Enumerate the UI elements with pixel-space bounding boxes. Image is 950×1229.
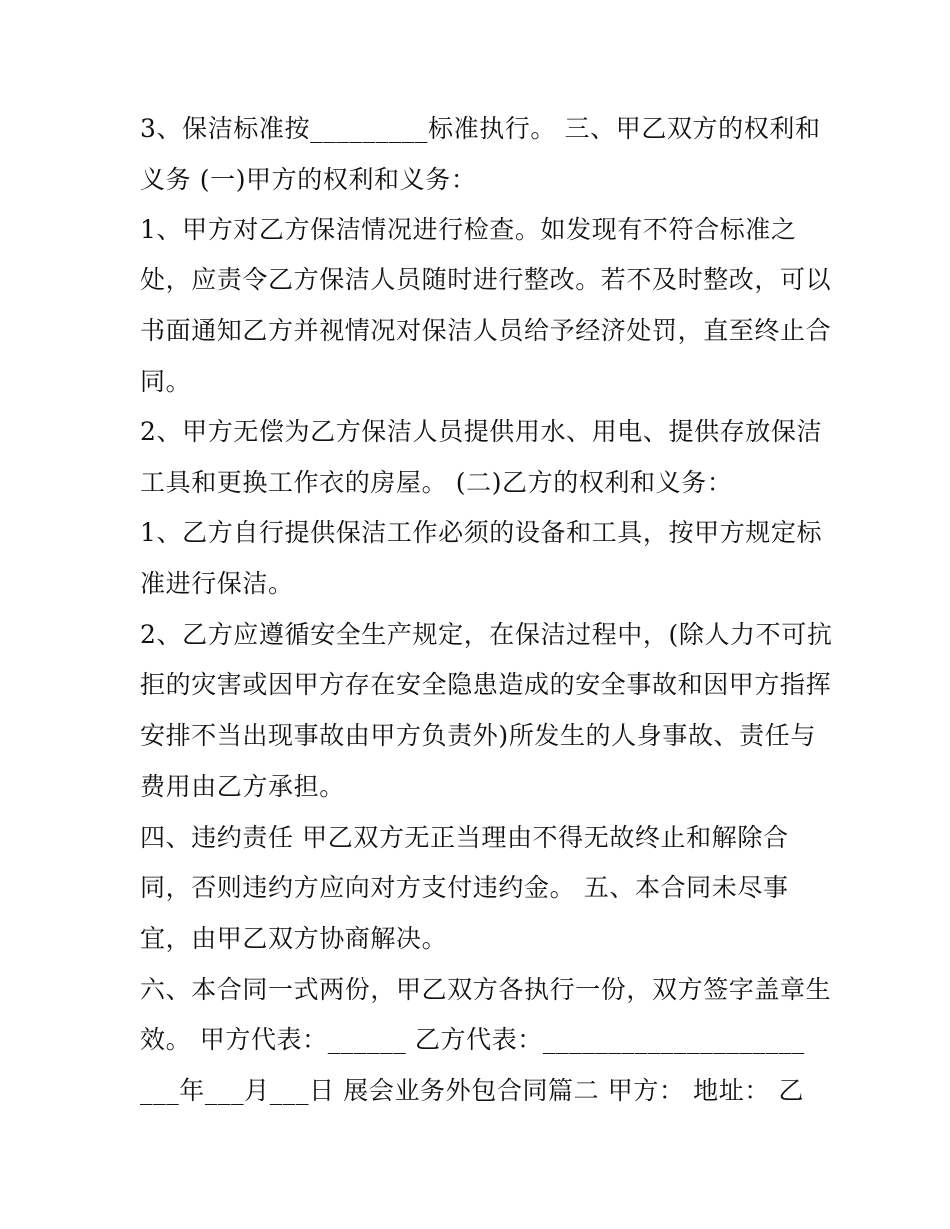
text-line: 义务 (一)甲方的权利和义务： [140, 165, 477, 194]
text-line: 2、乙方应遵循安全生产规定，在保洁过程中，(除人力不可抗 [140, 620, 833, 649]
text-line: 四、违约责任 甲乙双方无正当理由不得无故终止和解除合 [140, 823, 789, 852]
text-line: 3、保洁标准按_________标准执行。 三、甲乙双方的权利和 [140, 114, 821, 143]
text-line: 宜，由甲乙双方协商解决。 [140, 924, 448, 953]
text-line: 安排不当出现事故由甲方负责外)所发生的人身事故、责任与 [140, 721, 816, 750]
text-line: 书面通知乙方并视情况对保洁人员给予经济处罚，直至终止合 [140, 316, 832, 345]
text-line: 准进行保洁。 [140, 569, 294, 598]
text-line: 处，应责令乙方保洁人员随时进行整改。若不及时整改，可以 [140, 265, 832, 294]
text-line: 费用由乙方承担。 [140, 772, 345, 801]
text-line: 同。 [140, 367, 192, 396]
text-line: ___年___月___日 展会业务外包合同篇二 甲方： 地址： 乙 [140, 1076, 805, 1105]
text-line: 效。 甲方代表：______ 乙方代表：____________________ [140, 1025, 805, 1054]
text-line: 工具和更换工作衣的房屋。 (二)乙方的权利和义务： [140, 468, 733, 497]
text-line: 2、甲方无偿为乙方保洁人员提供用水、用电、提供存放保洁 [140, 417, 823, 446]
text-line: 拒的灾害或因甲方存在安全隐患造成的安全事故和因甲方指挥 [140, 670, 832, 699]
text-line: 六、本合同一式两份，甲乙双方各执行一份，双方签字盖章生 [140, 975, 832, 1004]
text-line: 1、甲方对乙方保洁情况进行检查。如发现有不符合标准之 [140, 215, 797, 244]
text-line: 同，否则违约方应向对方支付违约金。 五、本合同未尽事 [140, 873, 789, 902]
text-line: 1、乙方自行提供保洁工作必须的设备和工具，按甲方规定标 [140, 518, 823, 547]
